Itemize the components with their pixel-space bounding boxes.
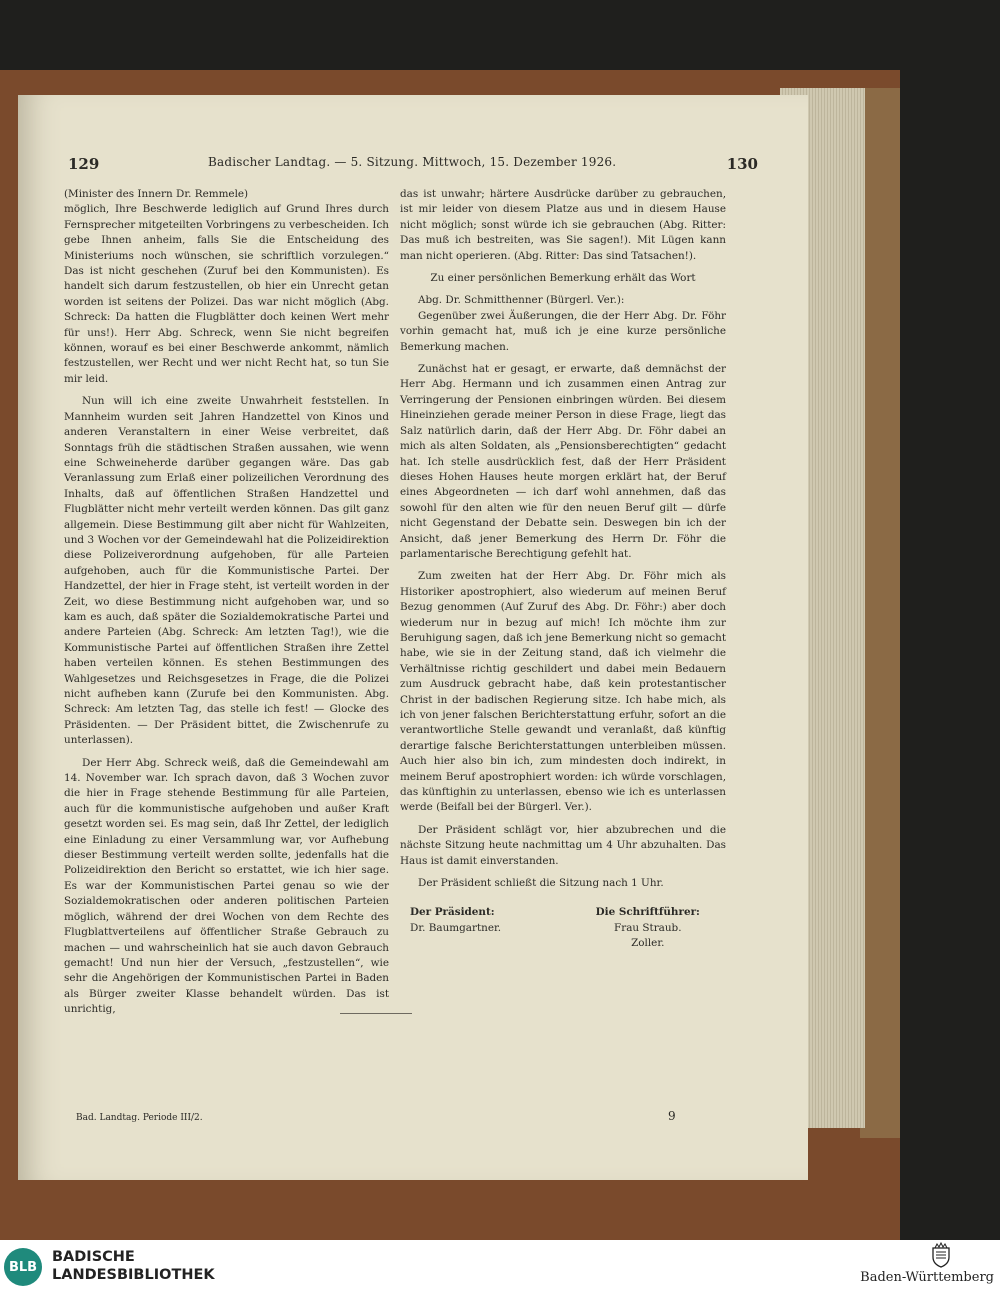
paragraph: Zu einer persönlichen Bemerkung erhält das Wort xyxy=(430,272,696,285)
president-name: Dr. Baumgartner. xyxy=(410,921,502,934)
secretary-name: Zoller. xyxy=(631,937,665,950)
library-name[interactable] xyxy=(52,1248,215,1284)
running-title: Badischer Landtag. — 5. Sitzung. Mittwoch, 15. Dezember 1926. xyxy=(208,155,617,169)
footer-sheet-number: 9 xyxy=(668,1109,676,1123)
secretary-name: Frau Straub. xyxy=(614,921,682,934)
page-number-right: 130 xyxy=(726,155,758,173)
signature-block xyxy=(400,905,726,951)
paragraph: Zunächst hat er gesagt, er erwarte, daß demnächst der Herr Abg. Hermann und ich zusammen einen Antrag zur Verringerung der Pensionen einbringen würden. Bei diesem Hineinziehen gerade meiner Person in diese Frage, liegt das Salz natürlich darin, daß der Herr Abg. Dr. Föhr dabei an mich als alten Soldaten, als „Pensionsberechtigten“ gedacht hat. Ich stelle ausdrücklich fest, daß der Herr Präsident dieses Hohen Hauses heute morgen erklärt hat, der Beruf eines Abgeordneten — ich darf wohl annehmen, daß das sowohl für den alten wie für den neuen Beruf gilt — dürfe nicht Gegenstand der Debatte sein. Deswegen bin ich der Ansicht, daß jener Bemerkung des Herrn Dr. Föhr die parlamentarische Berechtigung gefehlt hat. xyxy=(400,363,726,560)
speaker-line: (Minister des Innern Dr. Remmele) xyxy=(64,188,249,200)
library-name-line2: LANDESBIBLIOTHEK xyxy=(52,1267,215,1283)
library-name-line1: BADISCHE xyxy=(52,1249,135,1265)
left-column xyxy=(64,187,389,1018)
paragraph: möglich, Ihre Beschwerde lediglich auf Grund Ihres durch Fernsprecher mitgeteilten Vorbringens zu verbescheiden. Ich gebe Ihnen anheim, falls Sie die Entscheidung des Ministeriums noch wünschen, sie schriftlich vorzulegen.“ Das ist nicht geschehen (Zuruf bei den Kommunisten). Es handelt sich darum festzustellen, ob hier ein Unrecht getan worden ist seitens der Polizei. Das war nicht möglich (Abg. Schreck: Da hatten die Flugblätter doch keinen Wert mehr für uns!). Herr Abg. Schreck, wenn Sie nicht begreifen können, worauf es bei einer Beschwerde ankommt, nämlich festzustellen, wer Recht und wer nicht Recht hat, so tun Sie mir leid. xyxy=(64,203,389,385)
secretaries-heading: Die Schriftführer: xyxy=(595,906,700,919)
footer-signature: Bad. Landtag. Periode III/2. xyxy=(76,1113,203,1123)
paragraph: Gegenüber zwei Äußerungen, die der Herr Abg. Dr. Föhr vorhin gemacht hat, muß ich je eine kurze persönliche Bemerkung machen. xyxy=(400,309,726,353)
president-heading: Der Präsident: xyxy=(410,906,495,919)
coat-of-arms-icon xyxy=(928,1242,954,1268)
document-page xyxy=(18,95,808,1180)
speaker-line: Abg. Dr. Schmitthenner (Bürgerl. Ver.): xyxy=(418,294,625,307)
paragraph: Der Herr Abg. Schreck weiß, daß die Gemeindewahl am 14. November war. Ich sprach davon, daß 3 Wochen zuvor die hier in Frage stehende Bestimmung für alle Parteien, auch für die kommunistische aufgehoben und außer Kraft gesetzt worden sei. Es mag sein, daß Ihr Zettel, der lediglich eine Einladung zu einer Versammlung war, vor Aufhebung dieser Bestimmung verteilt werden sollte, jedenfalls hat die Polizeidirektion den Bericht so erstattet, wie ich hier sage. Es war der Kommunistischen Partei genau so wie der Sozialdemokratischen oder anderen politischen Parteien möglich, während der drei Wochen von dem Rechte des Flugblattverteilens auf öffentlicher Straße Gebrauch zu machen — und wahrscheinlich hat sie auch davon Gebrauch gemacht! Und nun hier der Versuch, „festzustellen“, wie sehr die Angehörigen der Kommunistischen Partei in Baden als Bürger zweiter Klasse behandelt würden. Das ist unrichtig, xyxy=(64,756,389,1016)
end-rule xyxy=(340,1013,412,1014)
paragraph: Der Präsident schließt die Sitzung nach 1 Uhr. xyxy=(418,877,664,890)
page-number-left: 129 xyxy=(68,155,100,173)
right-column xyxy=(400,187,726,952)
paragraph: Der Präsident schlägt vor, hier abzubrechen und die nächste Sitzung heute nachmittag um 4 Uhr abzuhalten. Das Haus ist damit einverstanden. xyxy=(400,823,726,867)
state-name[interactable]: Baden-Württemberg xyxy=(860,1270,994,1285)
bottom-bar xyxy=(0,1240,1000,1290)
paragraph: das ist unwahr; härtere Ausdrücke darüber zu gebrauchen, ist mir leider von diesem Platze aus und in diesem Hause nicht möglich; sonst würde ich sie gebrauchen (Abg. Ritter: Das muß ich bestreiten, was Sie sagen!). Mit Lügen kann man nicht operieren. (Abg. Ritter: Das sind Tatsachen!). xyxy=(400,188,726,262)
paragraph: Nun will ich eine zweite Unwahrheit feststellen. In Mannheim wurden seit Jahren Handzettel von Kinos und anderen Veranstaltern in einer Weise verbreitet, daß Sonntags früh die städtischen Straßen aussahen, wie wenn eine Schweineherde darüber gegangen wäre. Das gab Veranlassung zum Erlaß einer polizeilichen Verordnung des Inhalts, daß auf öffentlichen Straßen Handzettel und Flugblätter nicht mehr verteilt werden können. Das gilt ganz allgemein. Diese Bestimmung gilt aber nicht für Wahlzeiten, und 3 Wochen vor der Gemeindewahl hat die Polizeidirektion diese Polizeiverordnung aufgehoben, für alle Parteien aufgehoben, auch für die Kommunistische Partei. Der Handzettel, der hier in Frage steht, ist verteilt worden in der Zeit, wo diese Bestimmung nicht aufgehoben war, und so kam es auch, daß später die Sozialdemokratische Partei und andere Parteien (Abg. Schreck: Am letzten Tag!), wie die Kommunistische Partei auf öffentlichen Straßen ihre Zettel haben verteilen können. Es stehen Bestimmungen des Wahlgesetzes und Reichsgesetzes in Frage, die die Polizei nicht aufheben kann (Zurufe bei den Kommunisten. Abg. Schreck: Am letzten Tag, das stelle ich fest! — Glocke des Präsidenten. — Der Präsident bittet, die Zwischenrufe zu unterlassen). xyxy=(64,395,389,747)
blb-logo-icon[interactable]: BLB xyxy=(4,1248,42,1286)
paragraph: Zum zweiten hat der Herr Abg. Dr. Föhr mich als Historiker apostrophiert, also wiederum auf meinen Beruf Bezug genommen (Auf Zuruf des Abg. Dr. Föhr:) aber doch wiederum nur in bezug auf mich! Ich möchte ihm zur Beruhigung sagen, daß ich jene Bemerkung nicht so gemacht habe, wie sie in der Zeitung stand, daß ich vielmehr die Verhältnisse richtig geschildert und dabei mein Bedauern zum Ausdruck gebracht habe, daß kein protestantischer Christ in der badischen Regierung sitze. Ich habe mich, als ich von jener falschen Berichterstattung erfuhr, sofort an die verantwortliche Stelle gewandt und veranlaßt, daß künftig derartige falsche Berichterstattungen unterbleiben müssen. Auch hier also bin ich, zum mindesten doch indirekt, in meinem Beruf apostrophiert worden: ich würde vorschlagen, das künftighin zu unterlassen, ebenso wie ich es unterlassen werde (Beifall bei der Bürgerl. Ver.). xyxy=(400,570,726,814)
book-cover-right xyxy=(860,88,900,1138)
